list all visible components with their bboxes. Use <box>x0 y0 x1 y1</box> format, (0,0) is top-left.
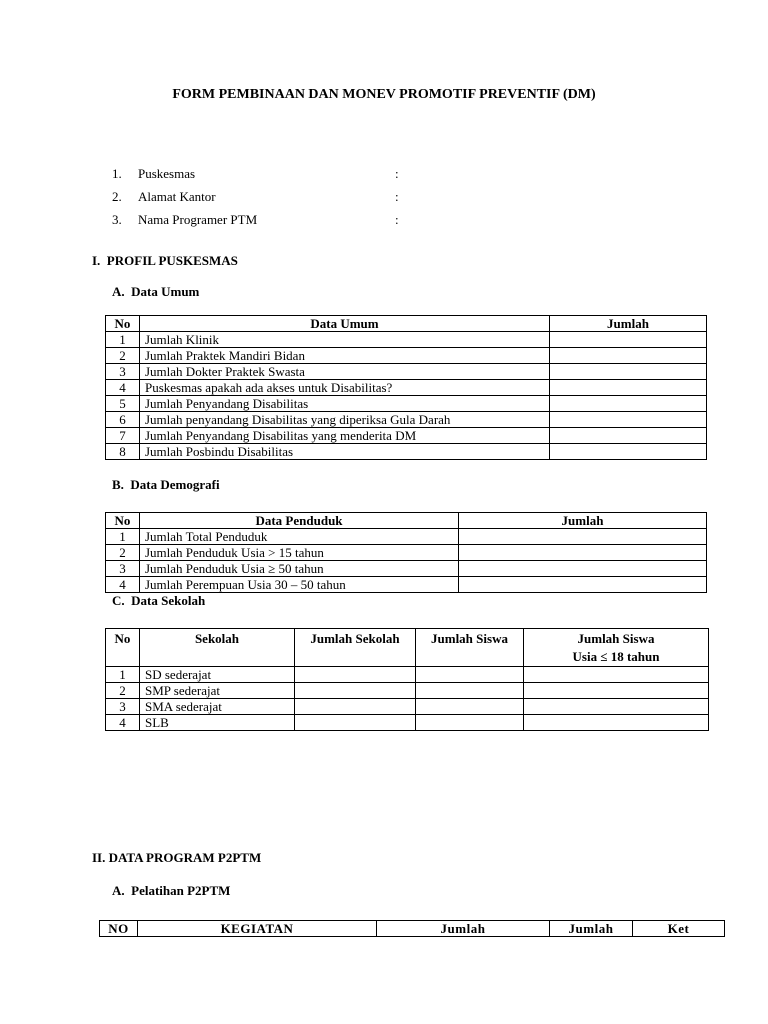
row-value-cell[interactable] <box>550 380 707 396</box>
row-label-cell: Jumlah penyandang Disabilitas yang diperiksa Gula Darah <box>140 412 550 428</box>
row-value-cell[interactable] <box>550 348 707 364</box>
row-value-cell[interactable] <box>295 667 416 683</box>
column-header: Data Umum <box>140 316 550 332</box>
table-row <box>106 380 707 396</box>
row-value-cell[interactable] <box>550 444 707 460</box>
data-umum-rows <box>106 332 707 460</box>
row-label-cell: Jumlah Penduduk Usia ≥ 50 tahun <box>140 561 459 577</box>
row-number-cell: 1 <box>106 529 140 545</box>
row-number-cell: 4 <box>106 577 140 593</box>
row-label-cell: Puskesmas apakah ada akses untuk Disabilitas? <box>140 380 550 396</box>
row-value-cell[interactable] <box>550 396 707 412</box>
identity-row-programer <box>112 212 412 230</box>
section-1a-heading: A. Data Umum <box>112 284 200 299</box>
data-umum-table <box>105 315 707 460</box>
identity-label: Nama Programer PTM <box>138 212 258 227</box>
row-label-cell: Jumlah Perempuan Usia 30 – 50 tahun <box>140 577 459 593</box>
table-row <box>106 348 707 364</box>
identity-row-alamat <box>112 189 412 207</box>
row-value-cell[interactable] <box>459 561 707 577</box>
column-header: KEGIATAN <box>138 921 377 937</box>
table-row <box>106 699 709 715</box>
column-header: Data Penduduk <box>140 513 459 529</box>
row-number-cell: 5 <box>106 396 140 412</box>
row-value-cell[interactable] <box>550 428 707 444</box>
column-header: No <box>106 513 140 529</box>
row-number-cell: 4 <box>106 715 140 731</box>
column-header: Jumlah <box>459 513 707 529</box>
section-2-heading: II. DATA PROGRAM P2PTM <box>92 850 262 865</box>
row-value-cell[interactable] <box>524 715 709 731</box>
row-value-cell[interactable] <box>416 699 524 715</box>
identity-row-puskesmas <box>112 166 412 184</box>
row-label-cell: Jumlah Penduduk Usia > 15 tahun <box>140 545 459 561</box>
column-header: Jumlah Sekolah <box>295 629 416 667</box>
row-label-cell: Jumlah Total Penduduk <box>140 529 459 545</box>
row-label-cell: SMP sederajat <box>140 683 295 699</box>
row-number-cell: 3 <box>106 699 140 715</box>
table-row <box>106 715 709 731</box>
table-row <box>106 667 709 683</box>
row-label-cell: Jumlah Dokter Praktek Swasta <box>140 364 550 380</box>
row-label-cell: SD sederajat <box>140 667 295 683</box>
identity-label: Puskesmas <box>138 166 196 181</box>
table-row <box>106 332 707 348</box>
column-header: Jumlah <box>550 316 707 332</box>
row-number-cell: 3 <box>106 561 140 577</box>
column-header: Jumlah Siswa <box>416 629 524 667</box>
table-header-row <box>106 513 707 529</box>
page-title: FORM PEMBINAAN DAN MONEV PROMOTIF PREVENTIF (DM) <box>172 87 596 102</box>
identity-colon: : <box>395 166 399 181</box>
column-header: No <box>106 316 140 332</box>
row-number-cell: 1 <box>106 667 140 683</box>
table-header-row <box>100 921 725 937</box>
table-header-row <box>106 316 707 332</box>
row-value-cell[interactable] <box>524 683 709 699</box>
row-value-cell[interactable] <box>550 412 707 428</box>
table-row <box>106 444 707 460</box>
column-header <box>524 629 709 667</box>
table-row <box>106 577 707 593</box>
row-label-cell: Jumlah Klinik <box>140 332 550 348</box>
column-header: Sekolah <box>140 629 295 667</box>
table-row <box>106 683 709 699</box>
identity-colon: : <box>395 212 399 227</box>
identity-number: 1. <box>112 166 122 181</box>
row-number-cell: 7 <box>106 428 140 444</box>
table-row <box>106 428 707 444</box>
table-row <box>106 412 707 428</box>
table-header-row <box>106 629 709 667</box>
row-label-cell: SMA sederajat <box>140 699 295 715</box>
row-value-cell[interactable] <box>524 667 709 683</box>
row-value-cell[interactable] <box>459 529 707 545</box>
column-header: Jumlah <box>550 921 633 937</box>
table-row <box>106 545 707 561</box>
data-sekolah-table <box>105 628 709 731</box>
column-header: No <box>106 629 140 667</box>
row-value-cell[interactable] <box>416 715 524 731</box>
row-value-cell[interactable] <box>416 667 524 683</box>
row-value-cell[interactable] <box>295 683 416 699</box>
section-1b-heading: B. Data Demografi <box>112 477 220 492</box>
table-row <box>106 364 707 380</box>
row-number-cell: 6 <box>106 412 140 428</box>
table-row <box>106 561 707 577</box>
section-1c-heading: C. Data Sekolah <box>112 593 206 608</box>
row-number-cell: 8 <box>106 444 140 460</box>
table-row <box>106 396 707 412</box>
data-demografi-table <box>105 512 707 593</box>
identity-colon: : <box>395 189 399 204</box>
table-row <box>106 529 707 545</box>
row-number-cell: 3 <box>106 364 140 380</box>
section-1-heading: I. PROFIL PUSKESMAS <box>92 253 238 268</box>
row-value-cell[interactable] <box>550 364 707 380</box>
pelatihan-table <box>99 920 725 937</box>
row-label-cell: Jumlah Posbindu Disabilitas <box>140 444 550 460</box>
row-label-cell: SLB <box>140 715 295 731</box>
row-label-cell: Jumlah Penyandang Disabilitas <box>140 396 550 412</box>
column-header: NO <box>100 921 138 937</box>
row-value-cell[interactable] <box>524 699 709 715</box>
row-number-cell: 2 <box>106 545 140 561</box>
row-number-cell: 2 <box>106 683 140 699</box>
row-number-cell: 4 <box>106 380 140 396</box>
row-value-cell[interactable] <box>295 715 416 731</box>
row-label-cell: Jumlah Penyandang Disabilitas yang menderita DM <box>140 428 550 444</box>
section-2a-heading: A. Pelatihan P2PTM <box>112 883 231 898</box>
row-number-cell: 2 <box>106 348 140 364</box>
row-value-cell[interactable] <box>459 577 707 593</box>
row-value-cell[interactable] <box>416 683 524 699</box>
identity-number: 2. <box>112 189 122 204</box>
row-value-cell[interactable] <box>550 332 707 348</box>
row-value-cell[interactable] <box>459 545 707 561</box>
identity-number: 3. <box>112 212 122 227</box>
column-header: Jumlah <box>377 921 550 937</box>
column-header: Ket <box>633 921 725 937</box>
column-header-line: Jumlah Siswa <box>577 631 655 646</box>
column-header-line: Usia ≤ 18 tahun <box>572 649 660 664</box>
row-number-cell: 1 <box>106 332 140 348</box>
data-demografi-rows <box>106 529 707 593</box>
data-sekolah-rows <box>106 667 709 731</box>
row-value-cell[interactable] <box>295 699 416 715</box>
row-label-cell: Jumlah Praktek Mandiri Bidan <box>140 348 550 364</box>
identity-label: Alamat Kantor <box>138 189 216 204</box>
